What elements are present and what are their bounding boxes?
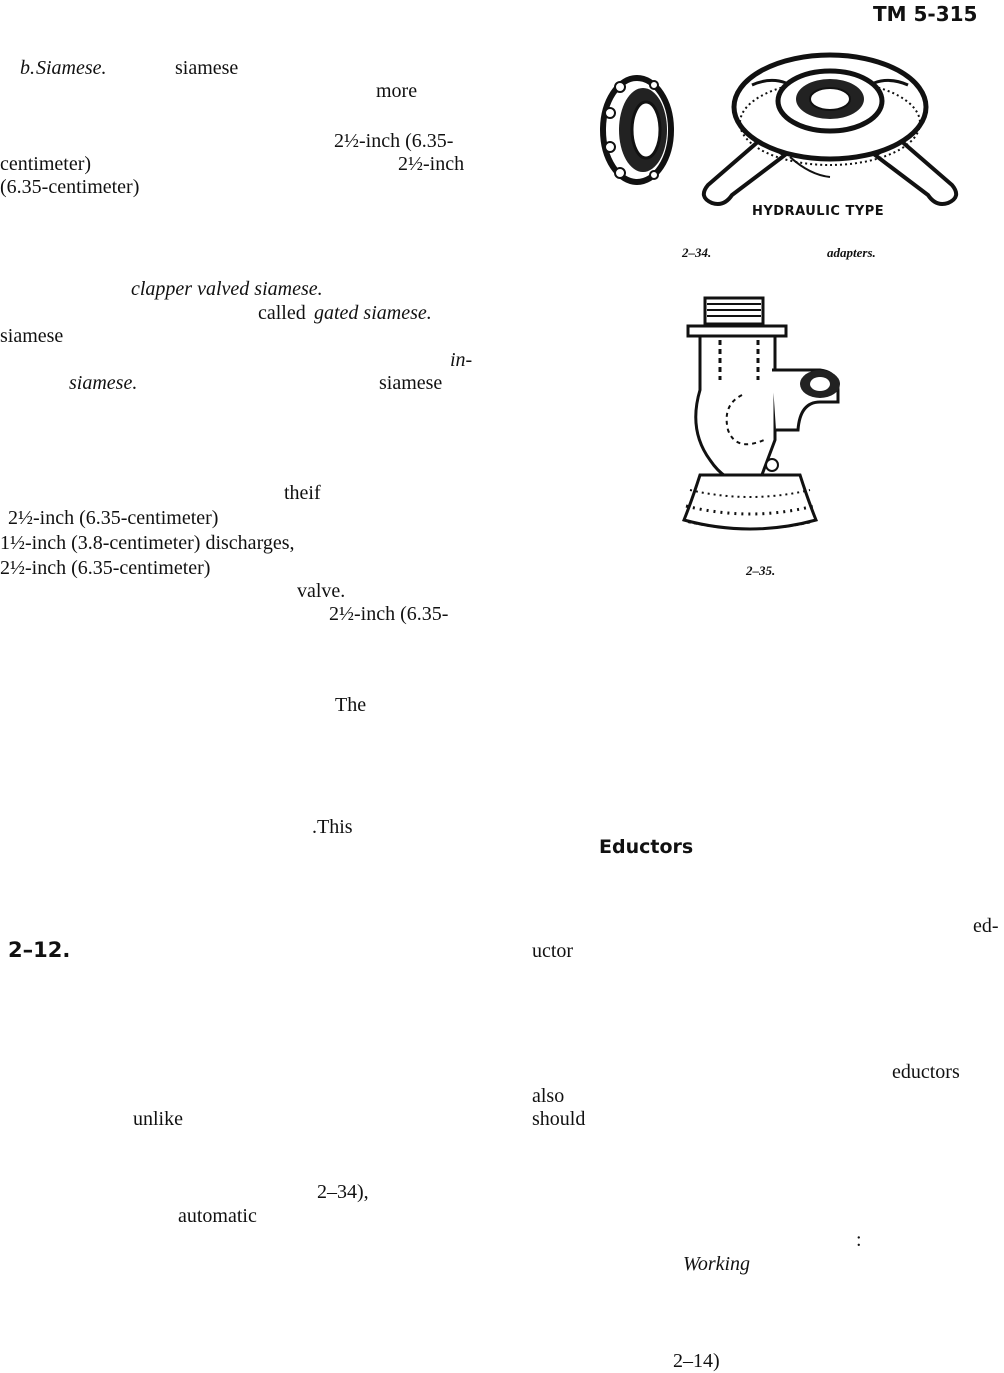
term-clapper-valved-siamese: clapper valved siamese.: [131, 278, 323, 300]
text-2half-inch-centimeter: 2½-inch (6.35-centimeter): [0, 557, 211, 579]
punctuation-colon: :: [856, 1229, 862, 1251]
figure-reference: 2–14): [673, 1350, 720, 1372]
text-1half-inch-discharges: 1½-inch (3.8-centimeter) discharges,: [0, 532, 295, 554]
paragraph-b-label: b.: [20, 57, 35, 79]
adapter-small-illustration: [592, 65, 682, 195]
figure-caption-number: 2–34.: [682, 245, 712, 260]
word-in-hyphen: in-: [450, 349, 473, 371]
word-valve: valve.: [297, 580, 346, 602]
text-2half-inch: 2½-inch (6.35-: [334, 130, 454, 152]
paragraph-b-title: Siamese.: [36, 57, 107, 79]
figure-caption-number: 2–35.: [746, 563, 776, 578]
term-gated-siamese: gated siamese.: [314, 302, 432, 324]
figure-2-34: [580, 45, 980, 240]
text-centimeter: centimeter): [0, 153, 92, 175]
word-unlike: unlike: [133, 1108, 183, 1130]
section-heading-eductors: Eductors: [599, 836, 694, 858]
word-also: also: [532, 1085, 565, 1107]
adapter-hydraulic-illustration: [690, 45, 970, 225]
word-automatic: automatic: [178, 1205, 257, 1227]
document-id: TM 5-315: [873, 2, 978, 26]
word-this: .This: [312, 816, 353, 838]
word-called: called: [258, 302, 306, 324]
text-6-35-centimeter: (6.35-centimeter): [0, 176, 140, 198]
word-siamese: siamese: [175, 57, 239, 79]
text-2half-inch: 2½-inch (6.35-: [329, 603, 449, 625]
word-should: should: [532, 1108, 586, 1130]
word-more: more: [376, 80, 418, 102]
word-siamese: siamese: [379, 372, 443, 394]
text-2half-inch-centimeter: 2½-inch (6.35-centimeter): [8, 507, 219, 529]
word-siamese: siamese: [0, 325, 64, 347]
figure-inline-label: HYDRAULIC TYPE: [752, 204, 885, 219]
word-the: The: [335, 694, 367, 716]
word-working: Working: [683, 1253, 751, 1275]
term-siamese: siamese.: [69, 372, 138, 394]
figure-caption-word: adapters.: [827, 245, 876, 260]
word-uctor: uctor: [532, 940, 574, 962]
figure-2-35-illustration: [680, 290, 850, 550]
word-eductors: eductors: [892, 1061, 960, 1083]
figure-reference: 2–34),: [317, 1181, 369, 1203]
word-ed-hyphen: ed-: [973, 915, 999, 937]
word-theif: theif: [284, 482, 321, 504]
section-number: 2–12.: [8, 938, 71, 962]
text-2half-inch: 2½-inch: [398, 153, 465, 175]
